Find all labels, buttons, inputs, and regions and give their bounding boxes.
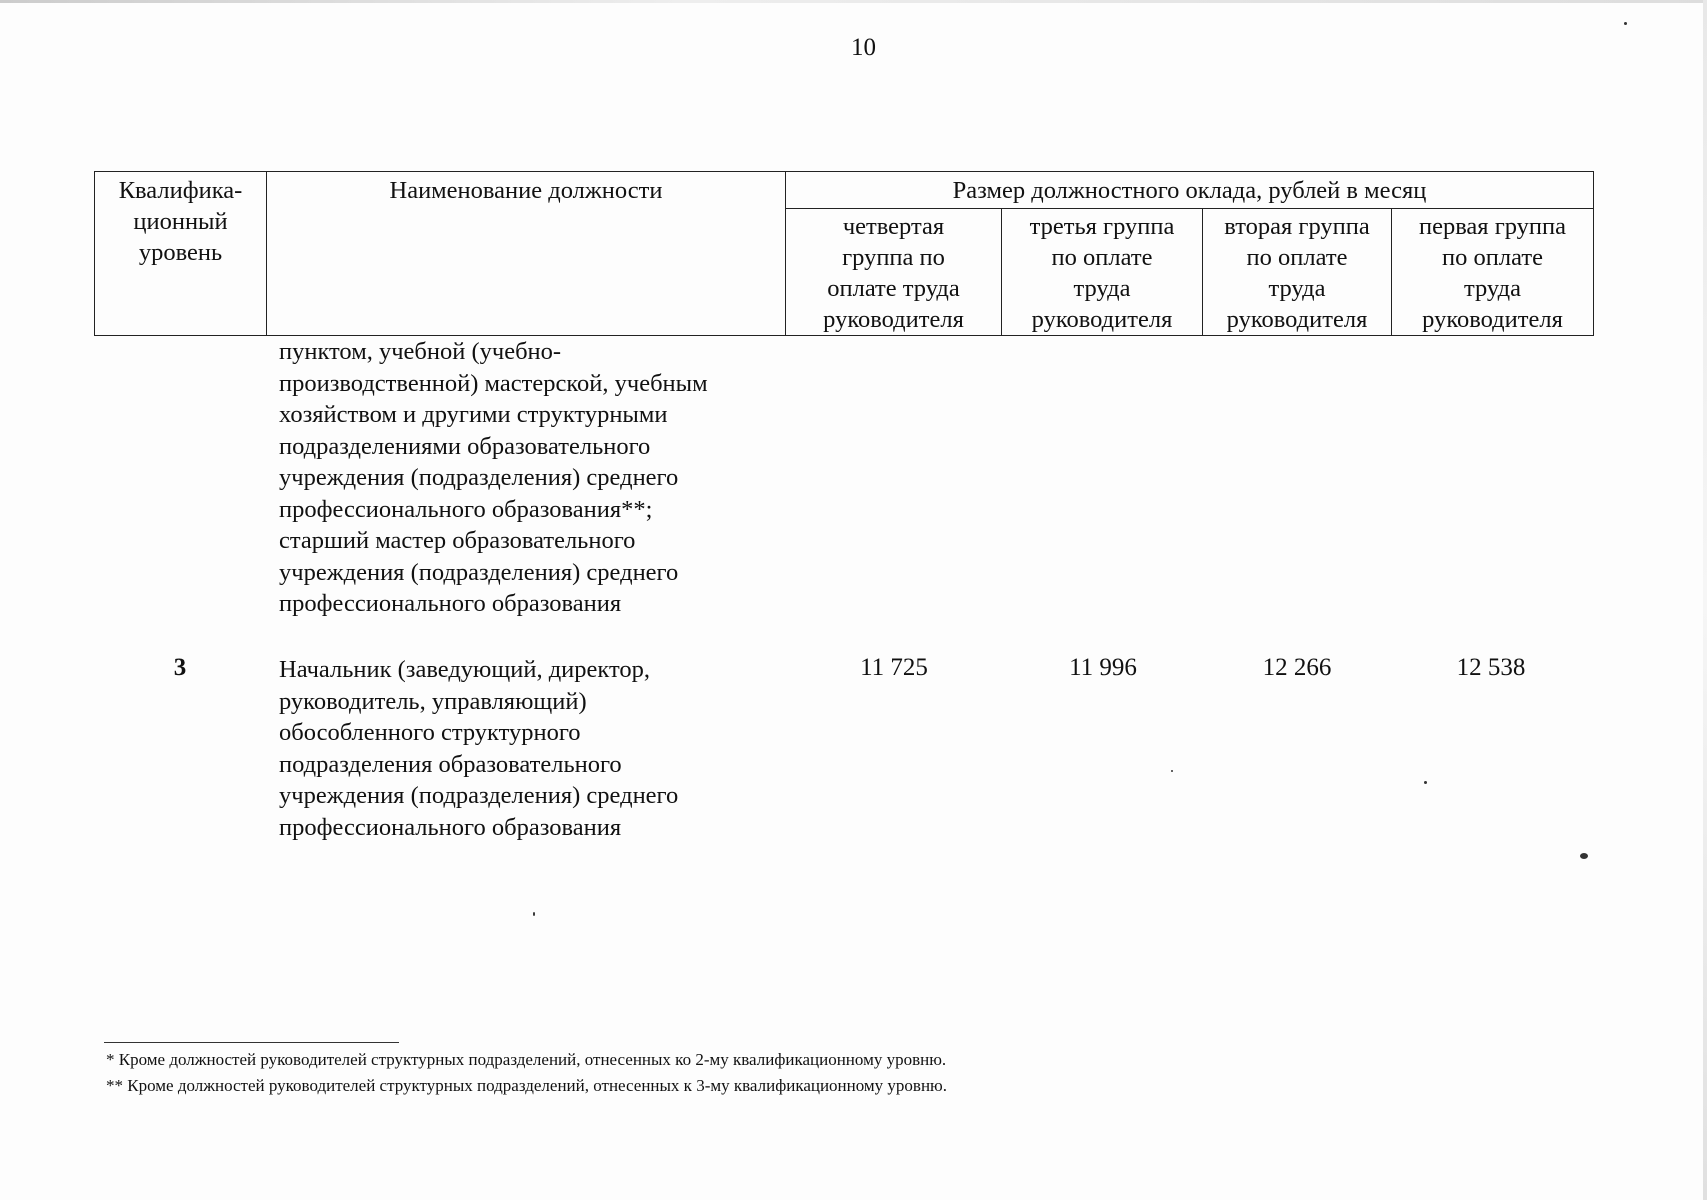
- footnote-1: * Кроме должностей руководителей структурных подразделений, отнесенных ко 2-му квалификационному уровню.: [106, 1050, 947, 1069]
- header-group-1: первая группа по оплате труда руководителя: [1392, 209, 1594, 336]
- scan-speck: [1171, 770, 1173, 772]
- qualification-level: 3: [173, 654, 187, 681]
- salary-group-2: 12 266: [1262, 654, 1332, 681]
- page-number: 10: [851, 34, 876, 61]
- header-group-2: вторая группа по оплате труда руководителя: [1203, 209, 1392, 336]
- scan-edge: [1703, 0, 1707, 1200]
- scan-speck: [533, 912, 535, 916]
- salary-group-1: 12 538: [1456, 654, 1526, 681]
- position-name: Начальник (заведующий, директор, руководитель, управляющий) обособленного структурного подразделения образовательного учреждения (подразделения) среднего профессионального образования: [279, 656, 679, 841]
- header-salary: Размер должностного оклада, рублей в месяц: [786, 172, 1594, 209]
- header-position-name: Наименование должности: [267, 172, 786, 336]
- salary-group-3: 11 996: [1069, 654, 1137, 681]
- scan-edge: [0, 0, 1707, 3]
- scan-speck: [1580, 853, 1588, 859]
- header-group-4: четвертая группа по оплате труда руководителя: [786, 209, 1002, 336]
- header-group-3: третья группа по оплате труда руководителя: [1002, 209, 1203, 336]
- footnote-divider: [104, 1042, 399, 1043]
- salary-group-4: 11 725: [860, 654, 928, 681]
- scan-speck: [1624, 22, 1627, 25]
- header-qualification-level: Квалифика- ционный уровень: [95, 172, 267, 336]
- continuation-position-text: пунктом, учебной (учебно- производственной) мастерской, учебным хозяйством и другими структурными подразделениями образовательного учреждения (подразделения) среднего профессионального образования**; старший мастер образовательного учреждения (подразделения) среднего профессионального образования: [279, 338, 708, 617]
- salary-table-header: [94, 171, 1594, 336]
- scan-speck: [1424, 781, 1427, 784]
- footnote-2: ** Кроме должностей руководителей структурных подразделений, отнесенных к 3-му квалификационному уровню.: [106, 1076, 948, 1095]
